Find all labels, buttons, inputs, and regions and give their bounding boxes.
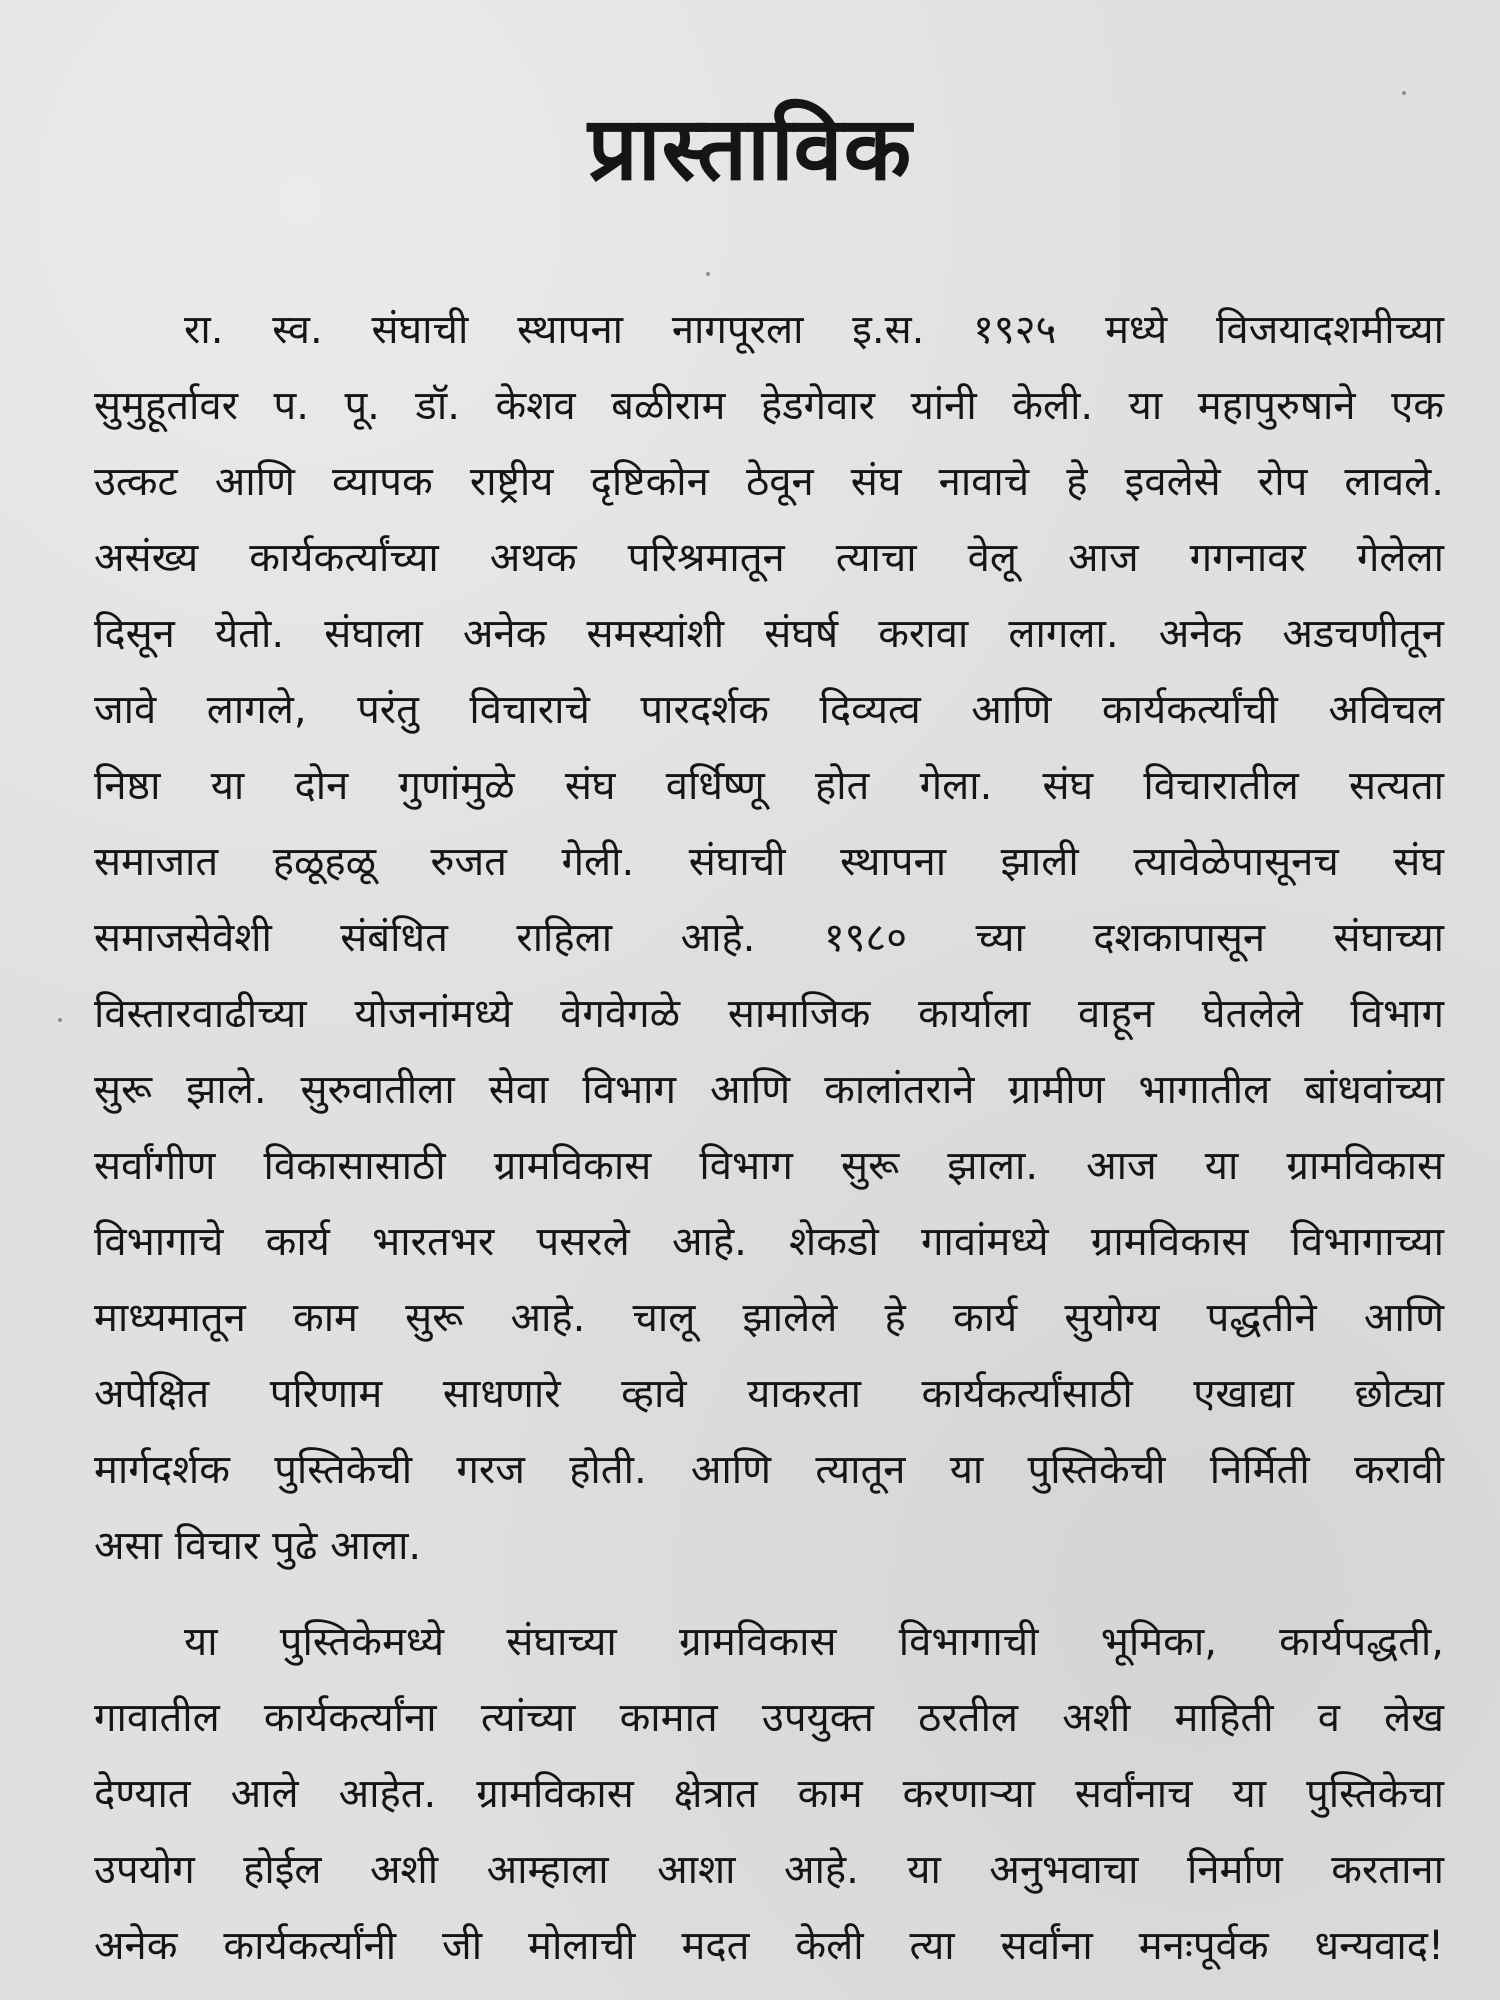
text-line: दिसून येतो. संघाला अनेक समस्यांशी संघर्ष करावा लागला. अनेक अडचणीतून [94, 611, 1444, 657]
text-line: समाजसेवेशी संबंधित राहिला आहे. १९८० च्या दशकापासून संघाच्या [94, 915, 1444, 961]
text-line: रा. स्व. संघाची स्थापना नागपूरला इ.स. १९२५ मध्ये विजयादशमीच्या [184, 307, 1444, 353]
text-line: उपयोग होईल अशी आम्हाला आशा आहे. या अनुभवाचा निर्माण करताना [94, 1847, 1444, 1893]
text-line: सुरू झाले. सुरुवातीला सेवा विभाग आणि कालांतराने ग्रामीण भागातील बांधवांच्या [94, 1067, 1444, 1113]
text-line: निष्ठा या दोन गुणांमुळे संघ वर्धिष्णू होत गेला. संघ विचारातील सत्यता [94, 763, 1444, 809]
text-line: अपेक्षित परिणाम साधणारे व्हावे याकरता कार्यकर्त्यांसाठी एखाद्या छोट्या [94, 1371, 1444, 1417]
text-line: गावातील कार्यकर्त्यांना त्यांच्या कामात उपयुक्त ठरतील अशी माहिती व लेख [94, 1695, 1444, 1741]
text-line: या पुस्तिकेमध्ये संघाच्या ग्रामविकास विभागाची भूमिका, कार्यपद्धती, [184, 1619, 1444, 1665]
body-text [94, 292, 1444, 1984]
text-line: विभागाचे कार्य भारतभर पसरले आहे. शेकडो गावांमध्ये ग्रामविकास विभागाच्या [94, 1219, 1444, 1265]
text-line: विस्तारवाढीच्या योजनांमध्ये वेगवेगळे सामाजिक कार्याला वाहून घेतलेले विभाग [94, 991, 1444, 1037]
paper-speck [58, 1018, 62, 1022]
text-line: समाजात हळूहळू रुजत गेली. संघाची स्थापना झाली त्यावेळेपासूनच संघ [94, 839, 1444, 885]
paragraph-1 [94, 292, 1444, 1584]
page-title: प्रास्ताविक [587, 96, 913, 200]
text-line: सर्वांगीण विकासासाठी ग्रामविकास विभाग सुरू झाला. आज या ग्रामविकास [94, 1143, 1444, 1189]
paper-speck [1402, 91, 1406, 95]
text-line: अनेक कार्यकर्त्यांनी जी मोलाची मदत केली त्या सर्वांना मनःपूर्वक धन्यवाद! [94, 1923, 1444, 1969]
text-line: असंख्य कार्यकर्त्यांच्या अथक परिश्रमातून त्याचा वेलू आज गगनावर गेलेला [94, 535, 1444, 581]
text-line: मार्गदर्शक पुस्तिकेची गरज होती. आणि त्यातून या पुस्तिकेची निर्मिती करावी [94, 1447, 1444, 1493]
text-line: देण्यात आले आहेत. ग्रामविकास क्षेत्रात काम करणाऱ्या सर्वांनाच या पुस्तिकेचा [94, 1771, 1444, 1817]
text-line: सुमुहूर्तावर प. पू. डॉ. केशव बळीराम हेडगेवार यांनी केली. या महापुरुषाने एक [94, 383, 1444, 429]
text-line: असा विचार पुढे आला. [94, 1523, 422, 1569]
text-line: जावे लागले, परंतु विचाराचे पारदर्शक दिव्यत्व आणि कार्यकर्त्यांची अविचल [94, 687, 1444, 733]
text-line: उत्कट आणि व्यापक राष्ट्रीय दृष्टिकोन ठेवून संघ नावाचे हे इवलेसे रोप लावले. [94, 459, 1444, 505]
text-line: माध्यमातून काम सुरू आहे. चालू झालेले हे कार्य सुयोग्य पद्धतीने आणि [94, 1295, 1444, 1341]
paper-speck [706, 272, 710, 276]
paragraph-2 [94, 1604, 1444, 1984]
